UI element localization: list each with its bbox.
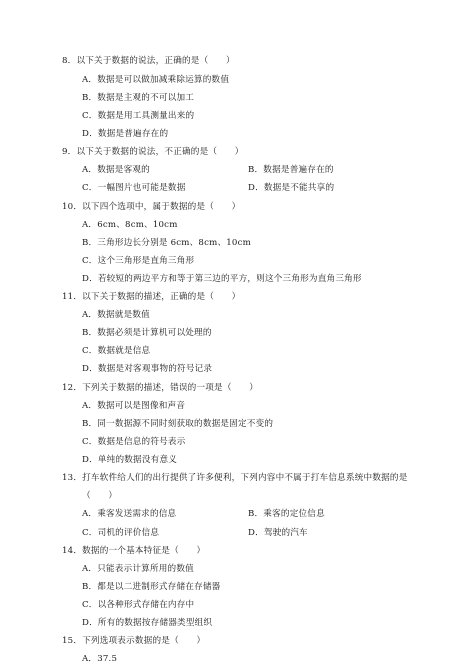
question-12-option-c: C．数据是信息的符号表示 [82,437,186,447]
question-9-option-b: B．数据是普遍存在的 [248,165,334,175]
question-14-option-d: D．所有的数据按存储器类型组织 [82,618,213,628]
question-8-stem: 8．以下关于数据的说法，正确的是（ ） [62,56,235,66]
question-8-option-c: C．数据是用工具测量出来的 [82,111,195,121]
question-11-option-d: D．数据是对客观事物的符号记录 [82,364,213,374]
question-15-stem: 15．下列选项表示数据的是（ ） [62,636,206,646]
question-10-option-a: A．6cm、8cm、10cm [82,220,178,230]
question-9-option-d: D．数据是不能共享的 [248,183,335,193]
question-12-stem: 12．下列关于数据的描述，错误的一项是（ ） [62,383,259,393]
question-8-option-d: D．数据是普遍存在的 [82,129,169,139]
question-11-stem: 11．以下关于数据的描述，正确的是（ ） [62,292,241,302]
question-10-stem: 10．以下四个选项中，属于数据的是（ ） [62,202,241,212]
question-8-option-a: A．数据是可以做加减乘除运算的数值 [82,75,230,85]
question-12-option-d: D．单纯的数据没有意义 [82,455,178,465]
question-8-option-b: B．数据是主观的不可以加工 [82,93,195,103]
question-13-option-b: B．乘客的定位信息 [248,509,325,519]
question-9-option-a: A．数据是客观的 [82,165,150,175]
question-11-option-b: B．数据必须是计算机可以处理的 [82,328,212,338]
question-14-stem: 14．数据的一个基本特征是（ ） [62,546,206,556]
question-13-stem: 13．打车软件给人们的出行提供了许多便利，下列内容中不属于打车信息系统中数据的是 [62,473,408,483]
question-12-option-b: B．同一数据源不同时刻获取的数据是固定不变的 [82,419,274,429]
question-15-option-a: A．37.5 [82,654,118,664]
question-13-option-d: D．驾驶的汽车 [248,528,308,538]
question-11-option-a: A．数据就是数值 [82,310,150,320]
question-11-option-c: C．数据就是信息 [82,346,151,356]
question-13-stem-continuation: （ ） [82,491,118,501]
question-12-option-a: A．数据可以是图像和声音 [82,401,186,411]
question-10-option-b: B．三角形边长分别是 6cm、8cm、10cm [82,238,251,248]
question-14-option-b: B．都是以二进制形式存储在存储器 [82,582,221,592]
question-9-option-c: C．一幅图片也可能是数据 [82,183,186,193]
question-10-option-c: C．这个三角形是直角三角形 [82,256,195,266]
question-13-option-a: A．乘客发送需求的信息 [82,509,177,519]
question-14-option-c: C．以各种形式存储在内存中 [82,600,195,610]
question-13-option-c: C．司机的评价信息 [82,528,160,538]
question-10-option-d: D．若较短的两边平方和等于第三边的平方，则这个三角形为直角三角形 [82,274,362,284]
question-14-option-a: A．只能表示计算所用的数值 [82,564,194,574]
question-9-stem: 9．以下关于数据的说法，不正确的是（ ） [62,147,244,157]
